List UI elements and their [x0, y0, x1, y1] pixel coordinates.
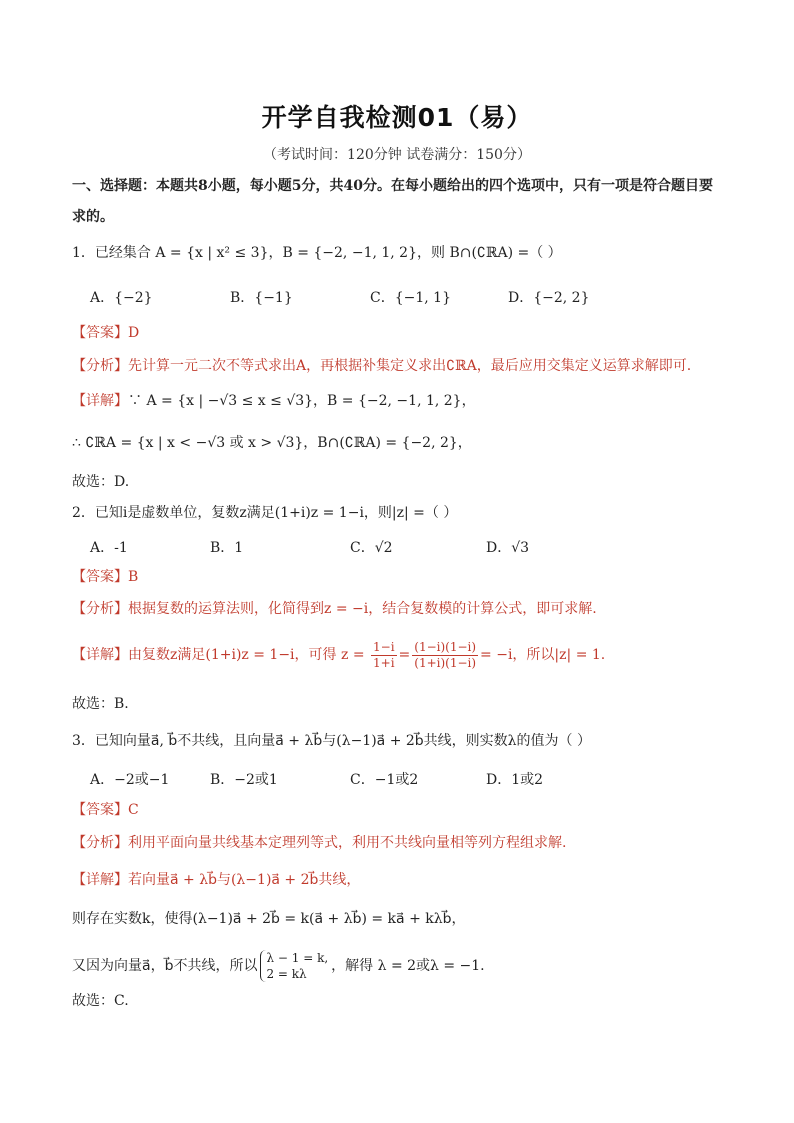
q2-analysis: 根据复数的运算法则，化简得到z = −i，结合复数模的计算公式，即可求解.: [128, 601, 597, 617]
q2-option-b: B．1: [210, 540, 244, 556]
analysis-label: 【分析】: [72, 358, 128, 374]
q1-detail-2: ∴ ∁ℝA = {x | x < −√3 或 x > √3}，B∩(∁ℝA) = {−2, 2}，: [72, 435, 472, 451]
answer-label: 【答案】: [72, 802, 128, 818]
answer-label: 【答案】: [72, 325, 128, 341]
answer-label: 【答案】: [72, 569, 128, 585]
q2-frac2-num: (1−i)(1−i): [414, 639, 477, 654]
q1-option-d: D．{−2, 2}: [508, 290, 590, 306]
q2-frac2-den: (1+i)(1−i): [414, 655, 477, 670]
detail-label: 【详解】: [72, 872, 128, 888]
analysis-label: 【分析】: [72, 835, 128, 851]
q3-option-a: A．−2或−1: [90, 772, 170, 788]
q3-detail-1: 若向量a⃗ + λb⃗与(λ−1)a⃗ + 2b⃗共线，: [128, 872, 361, 888]
q1-analysis: 先计算一元二次不等式求出A，再根据补集定义求出∁ℝA，最后应用交集定义运算求解即可.: [128, 358, 692, 374]
q3-analysis-row: [72, 833, 566, 853]
q1-analysis-row: [72, 356, 691, 376]
page-title: 开学自我检测01（易）: [261, 103, 533, 132]
q2-option-a: A．-1: [90, 540, 128, 556]
q2-answer-row: [72, 567, 138, 587]
q1-option-a: A．{−2}: [90, 290, 153, 306]
q2-fraction-2: [412, 640, 478, 671]
q2-conclusion: 故选：B.: [72, 696, 129, 712]
q3-answer: C: [128, 802, 139, 818]
q3-conclusion: 故选：C.: [72, 993, 129, 1009]
q1-option-c: C．{−1, 1}: [370, 290, 451, 306]
q2-option-d: D．√3: [486, 540, 530, 556]
q2-analysis-row: [72, 599, 597, 619]
q3-option-d: D．1或2: [486, 772, 544, 788]
q3-option-c: C．−1或2: [350, 772, 419, 788]
q2-fraction-1: [371, 640, 397, 671]
q2-detail-pre: 由复数z满足(1+i)z = 1−i，可得 z =: [128, 647, 365, 663]
section-heading-line1: 一、选择题：本题共8小题，每小题5分，共40分。在每小题给出的四个选项中，只有一项是符合题目要: [72, 178, 713, 194]
q3-stem: 3．已知向量a⃗, b⃗不共线，且向量a⃗ + λb⃗与(λ−1)a⃗ + 2b⃗共线，则实数λ的值为（ ）: [72, 733, 592, 749]
q2-stem: 2．已知i是虚数单位，复数z满足(1+i)z = 1−i，则|z| =（ ）: [72, 505, 458, 521]
q1-answer-row: [72, 323, 139, 343]
section-heading-line2: 求的。: [72, 209, 114, 225]
q1-detail-1: ∵ A = {x | −√3 ≤ x ≤ √3}，B = {−2, −1, 1, 2}，: [128, 393, 476, 409]
q2-option-c: C．√2: [350, 540, 393, 556]
page-subtitle: （考试时间：120分钟 试卷满分：150分）: [263, 147, 531, 163]
q3-analysis: 利用平面向量共线基本定理列等式，利用不共线向量相等列方程组求解.: [128, 835, 567, 851]
q3-equation-system: [260, 950, 328, 982]
analysis-label: 【分析】: [72, 601, 128, 617]
q1-conclusion: 故选：D.: [72, 474, 130, 490]
q3-detail-3-row: [72, 946, 485, 986]
q3-answer-row: [72, 800, 139, 820]
q2-frac1-den: 1+i: [373, 655, 395, 670]
q3-detail-2: 则存在实数k，使得(λ−1)a⃗ + 2b⃗ = k(a⃗ + λb⃗) = ka⃗ + kλb⃗，: [72, 911, 466, 927]
q3-system-eq2: 2 = kλ: [266, 967, 307, 981]
q3-detail-3-post: ，解得 λ = 2或λ = −1.: [331, 958, 485, 974]
q3-system-eq1: λ − 1 = k,: [266, 951, 329, 965]
q2-detail-row: 【详解】由复数z满足(1+i)z = 1−i，可得 z = $\frac{1-i}{1+i}$ = $\frac{(1-i)(1-i)}{(1+i)(1-i)}$ = −i，所以|z| = 1.: [72, 639, 606, 670]
q3-option-b: B．−2或1: [210, 772, 278, 788]
q1-option-b: B．{−1}: [230, 290, 293, 306]
q2-frac1-num: 1−i: [373, 639, 395, 654]
q2-answer: B: [128, 569, 139, 585]
q3-detail-3-pre: 又因为向量a⃗，b⃗不共线，所以: [72, 958, 258, 974]
q1-detail-row: [72, 391, 476, 411]
q3-detail-row: [72, 870, 360, 890]
q2-detail-post: = −i，所以|z| = 1.: [480, 647, 606, 663]
detail-label: 【详解】: [72, 393, 128, 409]
detail-label: 【详解】: [72, 647, 128, 663]
q1-stem: 1．已经集合 A = {x | x² ≤ 3}，B = {−2, −1, 1, 2}，则 B∩(∁ℝA) =（ ）: [72, 245, 562, 261]
q1-answer: D: [128, 325, 140, 341]
